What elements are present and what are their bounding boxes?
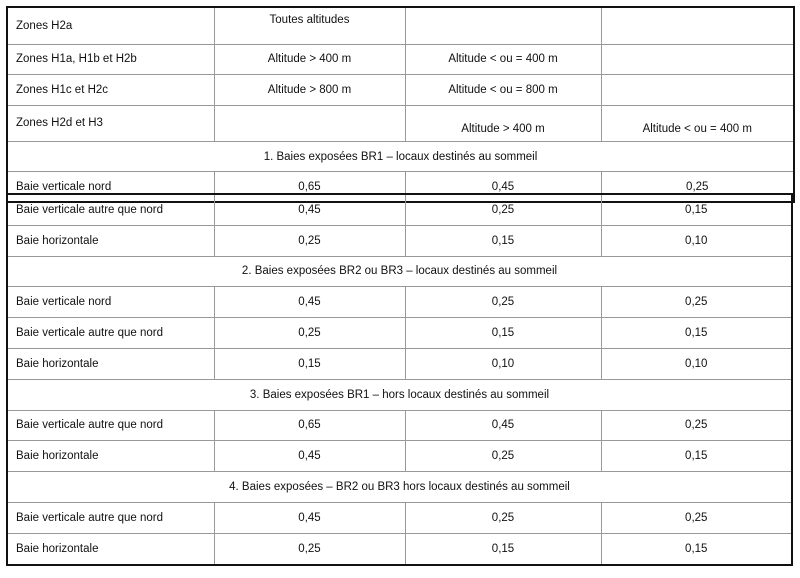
- row-label: Baie verticale autre que nord: [7, 410, 214, 441]
- zone-altitude-col3: [601, 75, 794, 106]
- value-cell: 0,25: [214, 318, 405, 349]
- section-title: 2. Baies exposées BR2 ou BR3 – locaux destinés au sommeil: [7, 256, 792, 287]
- section-header-row: [7, 256, 792, 287]
- zone-altitude-col2: [405, 7, 601, 44]
- section-header-row: [7, 472, 792, 503]
- value-cell: 0,15: [405, 318, 601, 349]
- zone-label: Zones H2d et H3: [7, 105, 214, 142]
- zone-row: [7, 44, 794, 75]
- zone-altitude-col3: Altitude < ou = 400 m: [601, 105, 794, 142]
- section-header-row: [7, 379, 792, 410]
- table-row: [7, 533, 792, 564]
- table-row: [7, 194, 792, 225]
- values-table-bottom: [6, 193, 793, 566]
- zone-altitude-col1: Altitude > 400 m: [214, 44, 405, 75]
- table-row: [7, 225, 792, 256]
- row-label: Baie verticale nord: [7, 287, 214, 318]
- table-row: [7, 287, 792, 318]
- value-cell: 0,15: [405, 533, 601, 564]
- value-cell: 0,25: [405, 502, 601, 533]
- table-row: [7, 318, 792, 349]
- value-cell: 0,10: [601, 348, 792, 379]
- zone-label: Zones H2a: [7, 7, 214, 44]
- section-title: 1. Baies exposées BR1 – locaux destinés au sommeil: [7, 142, 794, 172]
- value-cell: 0,45: [214, 441, 405, 472]
- zone-altitude-col2: Altitude < ou = 400 m: [405, 44, 601, 75]
- zones-table-top: [6, 6, 795, 203]
- zone-altitude-col3: [601, 7, 794, 44]
- value-cell: 0,45: [405, 410, 601, 441]
- zone-row: [7, 75, 794, 106]
- value-cell: 0,25: [601, 410, 792, 441]
- row-label: Baie horizontale: [7, 225, 214, 256]
- value-cell: 0,45: [405, 172, 601, 203]
- value-cell: 0,15: [601, 194, 792, 225]
- value-cell: 0,45: [214, 502, 405, 533]
- value-cell: 0,15: [405, 225, 601, 256]
- zone-label: Zones H1a, H1b et H2b: [7, 44, 214, 75]
- zone-altitude-col2: Altitude > 400 m: [405, 105, 601, 142]
- value-cell: 0,25: [214, 225, 405, 256]
- value-cell: 0,45: [214, 194, 405, 225]
- value-cell: 0,25: [405, 287, 601, 318]
- zone-row: [7, 105, 794, 142]
- value-cell: 0,15: [601, 441, 792, 472]
- value-cell: 0,65: [214, 410, 405, 441]
- value-cell: 0,25: [601, 287, 792, 318]
- value-cell: 0,15: [601, 533, 792, 564]
- value-cell: 0,10: [601, 225, 792, 256]
- zone-altitude-col2: Altitude < ou = 800 m: [405, 75, 601, 106]
- value-cell: 0,25: [601, 172, 794, 203]
- value-cell: 0,65: [214, 172, 405, 203]
- section-title: 4. Baies exposées – BR2 ou BR3 hors locaux destinés au sommeil: [7, 472, 792, 503]
- value-cell: 0,45: [214, 287, 405, 318]
- row-label: Baie verticale autre que nord: [7, 194, 214, 225]
- row-label: Baie horizontale: [7, 441, 214, 472]
- value-cell: 0,25: [405, 194, 601, 225]
- row-label: Baie horizontale: [7, 348, 214, 379]
- row-label: Baie verticale nord: [7, 172, 214, 203]
- value-cell: 0,25: [214, 533, 405, 564]
- table-row: [7, 348, 792, 379]
- table-row: [7, 410, 792, 441]
- value-cell: 0,25: [405, 441, 601, 472]
- table-row: [7, 441, 792, 472]
- value-cell: 0,10: [405, 348, 601, 379]
- section-header-row: [7, 142, 794, 172]
- value-cell: 0,15: [601, 318, 792, 349]
- value-cell: 0,15: [214, 348, 405, 379]
- table-row: [7, 502, 792, 533]
- zone-altitude-col3: [601, 44, 794, 75]
- row-label: Baie horizontale: [7, 533, 214, 564]
- zone-altitude-col1: Toutes altitudes: [214, 7, 405, 44]
- zone-label: Zones H1c et H2c: [7, 75, 214, 106]
- section-title: 3. Baies exposées BR1 – hors locaux destinés au sommeil: [7, 379, 792, 410]
- zone-altitude-col1: Altitude > 800 m: [214, 75, 405, 106]
- row-label: Baie verticale autre que nord: [7, 318, 214, 349]
- row-label: Baie verticale autre que nord: [7, 502, 214, 533]
- value-cell: 0,25: [601, 502, 792, 533]
- zone-altitude-col1: [214, 105, 405, 142]
- zone-row: [7, 7, 794, 44]
